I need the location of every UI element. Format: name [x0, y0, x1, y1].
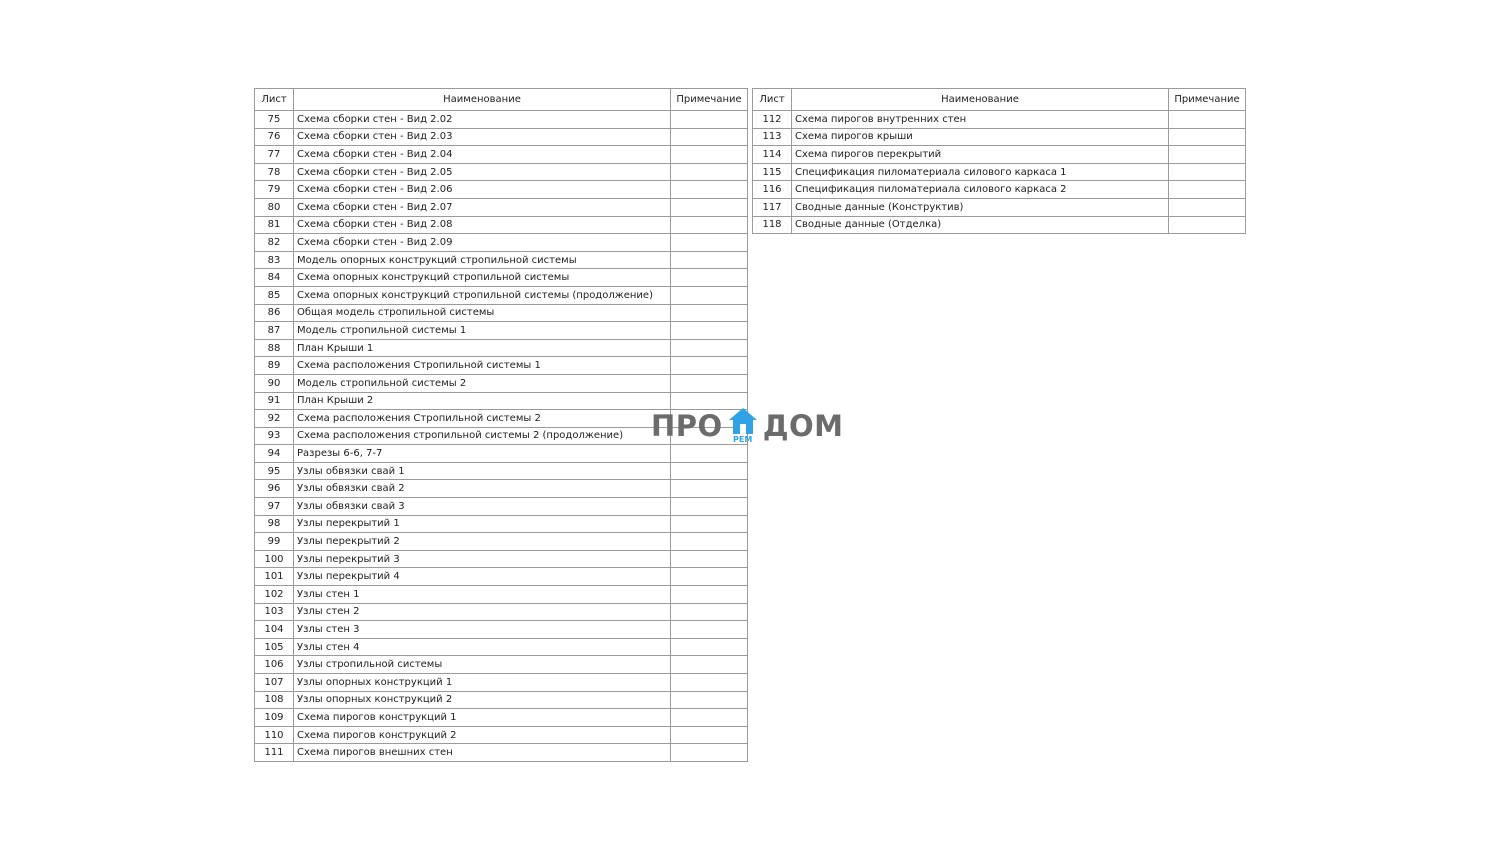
sheet-note-cell	[1169, 163, 1246, 181]
sheet-name-cell: Общая модель стропильной системы	[294, 304, 671, 322]
sheet-number-cell: 91	[255, 392, 294, 410]
sheet-name-cell: Сводные данные (Конструктив)	[792, 198, 1169, 216]
sheet-number-cell: 114	[753, 146, 792, 164]
sheet-name-cell: Узлы обвязки свай 2	[294, 480, 671, 498]
sheet-name-cell: Схема сборки стен - Вид 2.02	[294, 111, 671, 129]
sheet-note-cell	[671, 498, 748, 516]
table-row	[255, 603, 748, 621]
sheet-number-cell: 101	[255, 568, 294, 586]
sheet-name-cell: План Крыши 1	[294, 339, 671, 357]
sheet-note-cell	[671, 216, 748, 234]
sheet-number-cell: 93	[255, 427, 294, 445]
sheet-note-cell	[671, 603, 748, 621]
sheet-name-cell: Схема расположения Стропильной системы 1	[294, 357, 671, 375]
header-note: Примечание	[1169, 89, 1246, 111]
sheet-number-cell: 94	[255, 445, 294, 463]
table-row	[753, 198, 1246, 216]
sheet-name-cell: Узлы стен 1	[294, 586, 671, 604]
header-sheet: Лист	[255, 89, 294, 111]
sheet-name-cell: Схема сборки стен - Вид 2.08	[294, 216, 671, 234]
sheet-name-cell: Схема пирогов внешних стен	[294, 744, 671, 762]
sheet-note-cell	[671, 709, 748, 727]
sheet-note-cell	[1169, 146, 1246, 164]
sheet-note-cell	[671, 111, 748, 129]
sheet-number-cell: 86	[255, 304, 294, 322]
sheet-number-cell: 95	[255, 462, 294, 480]
sheet-name-cell: Схема пирогов внутренних стен	[792, 111, 1169, 129]
sheet-number-cell: 92	[255, 410, 294, 428]
header-name: Наименование	[792, 89, 1169, 111]
sheet-name-cell: Схема опорных конструкций стропильной системы (продолжение)	[294, 286, 671, 304]
table-row	[255, 216, 748, 234]
sheet-note-cell	[671, 533, 748, 551]
sheet-number-cell: 102	[255, 586, 294, 604]
sheet-number-cell: 110	[255, 726, 294, 744]
table-row	[753, 128, 1246, 146]
sheet-name-cell: Схема сборки стен - Вид 2.04	[294, 146, 671, 164]
sheet-note-cell	[671, 656, 748, 674]
table-row	[255, 128, 748, 146]
table-row	[255, 181, 748, 199]
header-name: Наименование	[294, 89, 671, 111]
sheet-number-cell: 107	[255, 674, 294, 692]
sheet-name-cell: Узлы перекрытий 3	[294, 550, 671, 568]
table-row	[255, 374, 748, 392]
sheet-number-cell: 90	[255, 374, 294, 392]
table-row	[255, 251, 748, 269]
sheet-number-cell: 87	[255, 322, 294, 340]
sheet-note-cell	[671, 304, 748, 322]
sheet-number-cell: 104	[255, 621, 294, 639]
table-row	[255, 550, 748, 568]
sheet-number-cell: 85	[255, 286, 294, 304]
sheet-name-cell: Схема сборки стен - Вид 2.07	[294, 198, 671, 216]
sheet-name-cell: Схема пирогов конструкций 1	[294, 709, 671, 727]
sheet-name-cell: Спецификация пиломатериала силового каркаса 2	[792, 181, 1169, 199]
sheet-name-cell: Узлы стен 4	[294, 638, 671, 656]
sheet-number-cell: 105	[255, 638, 294, 656]
sheet-name-cell: Узлы обвязки свай 1	[294, 462, 671, 480]
header-sheet: Лист	[753, 89, 792, 111]
table-row	[255, 339, 748, 357]
sheet-number-cell: 106	[255, 656, 294, 674]
sheet-number-cell: 96	[255, 480, 294, 498]
table-row	[255, 286, 748, 304]
table-body-right	[753, 111, 1246, 234]
sheet-note-cell	[671, 674, 748, 692]
table-row	[255, 111, 748, 129]
sheet-number-cell: 108	[255, 691, 294, 709]
table-row	[255, 533, 748, 551]
table-row	[255, 674, 748, 692]
table-row	[255, 586, 748, 604]
sheet-name-cell: Схема сборки стен - Вид 2.06	[294, 181, 671, 199]
sheet-note-cell	[671, 163, 748, 181]
sheet-note-cell	[671, 374, 748, 392]
sheet-number-cell: 109	[255, 709, 294, 727]
sheet-name-cell: Схема расположения стропильной системы 2 (продолжение)	[294, 427, 671, 445]
sheet-note-cell	[671, 286, 748, 304]
table-row	[255, 445, 748, 463]
table-row	[255, 304, 748, 322]
sheet-number-cell: 82	[255, 234, 294, 252]
table-row	[255, 709, 748, 727]
sheet-number-cell: 117	[753, 198, 792, 216]
sheet-name-cell: Узлы стропильной системы	[294, 656, 671, 674]
table-row	[255, 163, 748, 181]
sheet-name-cell: План Крыши 2	[294, 392, 671, 410]
sheet-note-cell	[671, 550, 748, 568]
sheet-name-cell: Узлы перекрытий 4	[294, 568, 671, 586]
sheet-note-cell	[671, 638, 748, 656]
sheet-name-cell: Узлы перекрытий 1	[294, 515, 671, 533]
sheet-name-cell: Сводные данные (Отделка)	[792, 216, 1169, 234]
logo-text-left: ПРО	[651, 409, 723, 443]
sheet-note-cell	[671, 621, 748, 639]
sheet-note-cell	[671, 198, 748, 216]
sheet-number-cell: 75	[255, 111, 294, 129]
sheet-name-cell: Модель опорных конструкций стропильной системы	[294, 251, 671, 269]
sheet-name-cell: Узлы стен 3	[294, 621, 671, 639]
sheet-name-cell: Схема пирогов крыши	[792, 128, 1169, 146]
table-row	[753, 163, 1246, 181]
sheet-number-cell: 77	[255, 146, 294, 164]
sheet-note-cell	[1169, 216, 1246, 234]
sheet-name-cell: Схема расположения Стропильной системы 2	[294, 410, 671, 428]
sheet-note-cell	[671, 744, 748, 762]
sheet-note-cell	[1169, 181, 1246, 199]
sheet-note-cell	[1169, 128, 1246, 146]
sheet-note-cell	[671, 586, 748, 604]
header-note: Примечание	[671, 89, 748, 111]
table-row	[753, 216, 1246, 234]
table-row	[255, 744, 748, 762]
sheet-number-cell: 81	[255, 216, 294, 234]
table-row	[753, 111, 1246, 129]
table-row	[255, 322, 748, 340]
sheet-number-cell: 100	[255, 550, 294, 568]
table-row	[255, 691, 748, 709]
table-row	[255, 357, 748, 375]
sheet-number-cell: 111	[255, 744, 294, 762]
sheet-number-cell: 80	[255, 198, 294, 216]
sheet-name-cell: Схема сборки стен - Вид 2.09	[294, 234, 671, 252]
house-icon	[727, 406, 759, 446]
sheet-name-cell: Схема пирогов конструкций 2	[294, 726, 671, 744]
sheet-number-cell: 98	[255, 515, 294, 533]
sheet-note-cell	[671, 251, 748, 269]
sheet-name-cell: Модель стропильной системы 2	[294, 374, 671, 392]
sheet-note-cell	[671, 480, 748, 498]
sheet-note-cell	[671, 445, 748, 463]
table-row	[255, 656, 748, 674]
table-row	[255, 638, 748, 656]
sheet-number-cell: 118	[753, 216, 792, 234]
logo-subtext: РЕМ	[733, 435, 753, 444]
table-row	[255, 568, 748, 586]
sheet-number-cell: 113	[753, 128, 792, 146]
sheet-number-cell: 84	[255, 269, 294, 287]
table-row	[255, 515, 748, 533]
sheet-note-cell	[671, 128, 748, 146]
sheet-name-cell: Узлы перекрытий 2	[294, 533, 671, 551]
table-row	[753, 146, 1246, 164]
sheet-number-cell: 115	[753, 163, 792, 181]
sheet-note-cell	[1169, 111, 1246, 129]
sheet-name-cell: Спецификация пиломатериала силового каркаса 1	[792, 163, 1169, 181]
table-header-row	[255, 89, 748, 111]
watermark-logo	[651, 406, 844, 446]
sheet-note-cell	[671, 322, 748, 340]
sheet-note-cell	[671, 691, 748, 709]
sheet-number-cell: 76	[255, 128, 294, 146]
logo-text-right: ДОМ	[762, 409, 844, 443]
sheet-note-cell	[671, 515, 748, 533]
sheet-name-cell: Узлы обвязки свай 3	[294, 498, 671, 516]
sheet-number-cell: 103	[255, 603, 294, 621]
sheet-number-cell: 78	[255, 163, 294, 181]
sheet-name-cell: Схема опорных конструкций стропильной системы	[294, 269, 671, 287]
sheet-number-cell: 79	[255, 181, 294, 199]
sheet-note-cell	[671, 462, 748, 480]
table-header-row	[753, 89, 1246, 111]
sheet-note-cell	[671, 357, 748, 375]
sheet-note-cell	[671, 339, 748, 357]
sheet-name-cell: Модель стропильной системы 1	[294, 322, 671, 340]
sheet-number-cell: 89	[255, 357, 294, 375]
sheet-name-cell: Разрезы 6-6, 7-7	[294, 445, 671, 463]
table-row	[255, 498, 748, 516]
table-row	[255, 234, 748, 252]
sheet-note-cell	[671, 234, 748, 252]
table-row	[255, 146, 748, 164]
sheet-number-cell: 88	[255, 339, 294, 357]
sheet-name-cell: Узлы опорных конструкций 1	[294, 674, 671, 692]
table-row	[255, 269, 748, 287]
sheet-name-cell: Схема сборки стен - Вид 2.05	[294, 163, 671, 181]
sheet-note-cell	[671, 181, 748, 199]
table-row	[255, 621, 748, 639]
table-row	[255, 726, 748, 744]
table-row	[255, 198, 748, 216]
sheet-name-cell: Узлы стен 2	[294, 603, 671, 621]
sheet-name-cell: Схема сборки стен - Вид 2.03	[294, 128, 671, 146]
table-row	[255, 462, 748, 480]
sheet-number-cell: 83	[255, 251, 294, 269]
sheet-note-cell	[671, 726, 748, 744]
sheet-number-cell: 116	[753, 181, 792, 199]
sheet-note-cell	[671, 146, 748, 164]
sheet-number-cell: 99	[255, 533, 294, 551]
sheet-number-cell: 97	[255, 498, 294, 516]
sheet-note-cell	[671, 568, 748, 586]
sheet-name-cell: Схема пирогов перекрытий	[792, 146, 1169, 164]
table-row	[753, 181, 1246, 199]
sheet-note-cell	[1169, 198, 1246, 216]
sheet-name-cell: Узлы опорных конструкций 2	[294, 691, 671, 709]
table-row	[255, 480, 748, 498]
sheet-list-table-right	[752, 88, 1246, 234]
sheet-number-cell: 112	[753, 111, 792, 129]
sheet-note-cell	[671, 269, 748, 287]
